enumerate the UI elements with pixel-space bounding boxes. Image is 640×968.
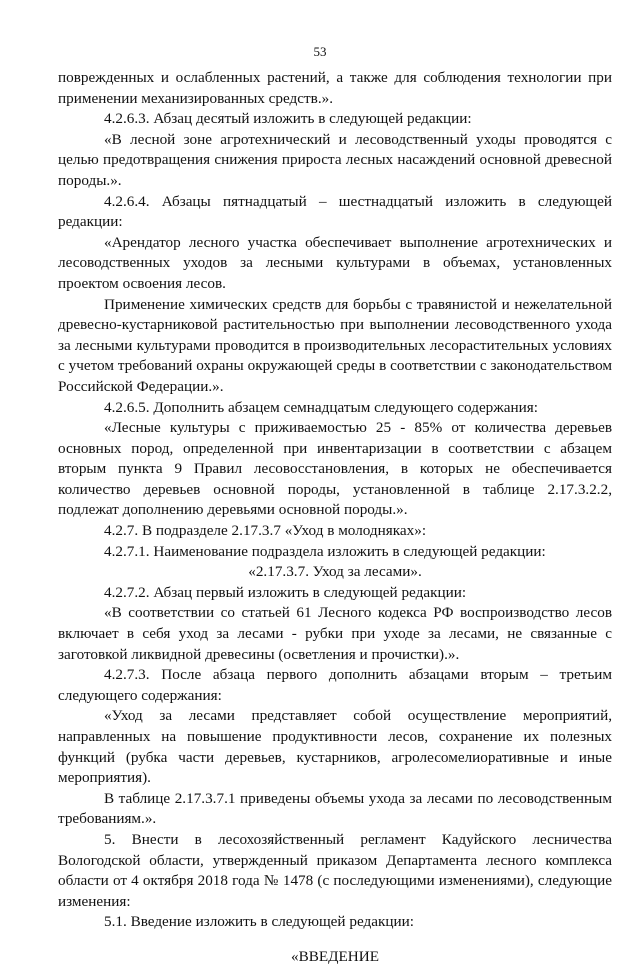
paragraph-subsection-title: «2.17.3.7. Уход за лесами». (248, 563, 422, 581)
paragraph-chemical-means: Применение химических средств для борьбы с травянистой и нежелательной древесно-кустарниковой растительностью при выполнении лесоводственного ухода за лесными культурами проводится в производительных лесорастительных условиях с учетом требований охраны окружающей среды в соответствии с законодательством Российской Федерации.». (58, 295, 612, 395)
paragraph-item-5: 5. Внести в лесохозяйственный регламент Кадуйского лесничества Вологодской области, утвержденный приказом Департамента лесного комплекса области от 4 октября 2018 года № 1478 (с последующими изменениями), следующие изменения: (58, 830, 612, 910)
paragraph-continuation: поврежденных и ослабленных растений, а также для соблюдения технологии при применении механизированных средств.». (58, 69, 612, 107)
paragraph-quote-forest-code: «В соответствии со статьей 61 Лесного кодекса РФ воспроизводство лесов включает в себя уход за лесами - рубки при уходе за лесами, не связанные с заготовкой ликвидной древесины (осветления и прочистки).». (58, 604, 612, 663)
paragraph-quote-tenant-obligations: «Арендатор лесного участка обеспечивает выполнение агротехнических и лесоводственных уходов за лесными культурами в объемах, установленных проектом освоения лесов. (58, 233, 612, 292)
paragraph-item-5-1: 5.1. Введение изложить в следующей редакции: (104, 913, 414, 931)
paragraph-quote-forest-care: «Уход за лесами представляет собой осуществление мероприятий, направленных на повышение продуктивности лесов, сохранение их полезных функций (рубка части деревьев, кустарников, агролесомелиоративные и иные мероприятия). (58, 707, 612, 787)
paragraph-item-4-2-7-3: 4.2.7.3. После абзаца первого дополнить абзацами вторым – третьим следующего содержания: (58, 666, 612, 704)
paragraph-item-4-2-7-1: 4.2.7.1. Наименование подраздела изложить в следующей редакции: (104, 542, 546, 560)
section-heading-introduction: «ВВЕДЕНИЕ (291, 947, 379, 965)
paragraph-item-4-2-6-5: 4.2.6.5. Дополнить абзацем семнадцатым следующего содержания: (104, 398, 538, 416)
paragraph-quote-forest-cultures: «Лесные культуры с приживаемостью 25 - 85% от количества деревьев основных пород, определенной при инвентаризации в соответствии с абзацем вторым пункта 9 Правил лесовосстановления, в которых не обеспечивается количество деревьев основной породы, установленной в таблице 2.17.3.2.2, подлежат дополнению деревьями основной породы.». (58, 419, 612, 519)
paragraph-item-4-2-7: 4.2.7. В подразделе 2.17.3.7 «Уход в молодняках»: (104, 522, 427, 540)
document-body (58, 68, 612, 968)
paragraph-item-4-2-6-3: 4.2.6.3. Абзац десятый изложить в следующей редакции: (104, 110, 472, 128)
paragraph-item-4-2-6-4: 4.2.6.4. Абзацы пятнадцатый – шестнадцатый изложить в следующей редакции: (58, 192, 612, 231)
paragraph-quote-agrotechnical-care: «В лесной зоне агротехнический и лесоводственный уходы проводятся с целью предотвращения снижения прироста лесных насаждений основной древесной породы.». (58, 130, 612, 189)
page-number: 53 (313, 44, 327, 59)
paragraph-table-reference: В таблице 2.17.3.7.1 приведены объемы ухода за лесами по лесоводственным требованиям.». (58, 789, 612, 828)
paragraph-item-4-2-7-2: 4.2.7.2. Абзац первый изложить в следующей редакции: (104, 583, 467, 601)
